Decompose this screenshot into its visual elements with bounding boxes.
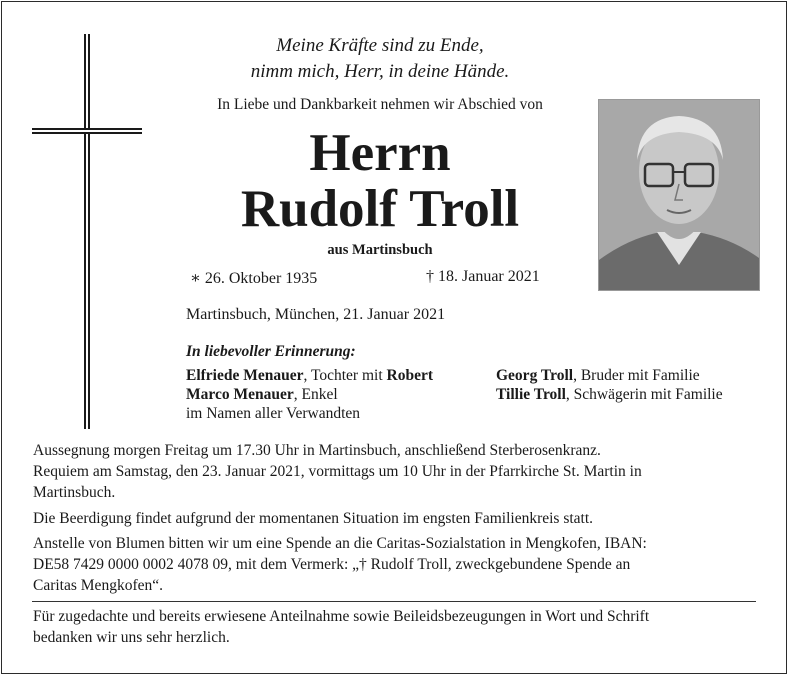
intro-text: In Liebe und Dankbarkeit nehmen wir Abschied von bbox=[217, 96, 543, 113]
mourner-line bbox=[496, 385, 723, 404]
mourner-line bbox=[186, 366, 433, 385]
service-notice: Aussegnung morgen Freitag um 17.30 Uhr in Martinsbuch, anschließend Sterberosenkranz. bbox=[33, 442, 601, 459]
death-date: † 18. Januar 2021 bbox=[426, 268, 540, 285]
salutation: Herrn bbox=[309, 124, 451, 182]
place-date: Martinsbuch, München, 21. Januar 2021 bbox=[186, 306, 446, 323]
mourner-relation: , Schwägerin mit Familie bbox=[565, 386, 723, 403]
donation-notice: Caritas Mengkofen“. bbox=[33, 577, 163, 594]
deceased-name: Rudolf Troll bbox=[240, 180, 520, 238]
verse-line-2: nimm mich, Herr, in deine Hände. bbox=[250, 61, 510, 82]
thanks-text: Für zugedachte und bereits erwiesene Anteilnahme sowie Beileidsbezeugungen in Wort und Schrift bbox=[33, 608, 650, 625]
thanks-text: bedanken wir uns sehr herzlich. bbox=[33, 629, 230, 646]
mourner-line bbox=[186, 404, 360, 423]
mourner-relation: im Namen aller Verwandten bbox=[186, 405, 361, 422]
mourner-relation: , Tochter mit bbox=[303, 367, 387, 384]
mourner-relation: , Bruder mit Familie bbox=[573, 367, 700, 384]
mourner-relation: , Enkel bbox=[293, 386, 338, 403]
mourner-line bbox=[496, 366, 700, 385]
mourner-name: Tillie Troll bbox=[496, 386, 566, 403]
mourner-name: Robert bbox=[386, 367, 434, 384]
mourners-heading: In liebevoller Erinnerung: bbox=[186, 343, 356, 360]
portrait-photo bbox=[598, 99, 760, 291]
donation-notice: DE58 7429 0000 0002 4078 09, mit dem Vermerk: „† Rudolf Troll, zweckgebundene Spende an bbox=[33, 556, 631, 573]
birth-date: ∗ 26. Oktober 1935 bbox=[190, 270, 318, 287]
donation-notice: Anstelle von Blumen bitten wir um eine Spende an die Caritas-Sozialstation in Mengkofen, IBAN: bbox=[33, 535, 647, 552]
burial-notice: Die Beerdigung findet aufgrund der momentanen Situation im engsten Familienkreis statt. bbox=[33, 510, 594, 527]
mourner-name: Elfriede Menauer bbox=[186, 367, 304, 384]
divider bbox=[32, 601, 756, 602]
mourner-name: Marco Menauer bbox=[186, 386, 294, 403]
origin: aus Martinsbuch bbox=[327, 242, 433, 258]
mourner-line bbox=[186, 385, 338, 404]
service-notice: Requiem am Samstag, den 23. Januar 2021, vormittags um 10 Uhr in der Pfarrkirche St. Martin in bbox=[33, 463, 642, 480]
service-notice: Martinsbuch. bbox=[33, 484, 116, 501]
mourner-name: Georg Troll bbox=[496, 367, 574, 384]
verse-line-1: Meine Kräfte sind zu Ende, bbox=[276, 35, 484, 56]
